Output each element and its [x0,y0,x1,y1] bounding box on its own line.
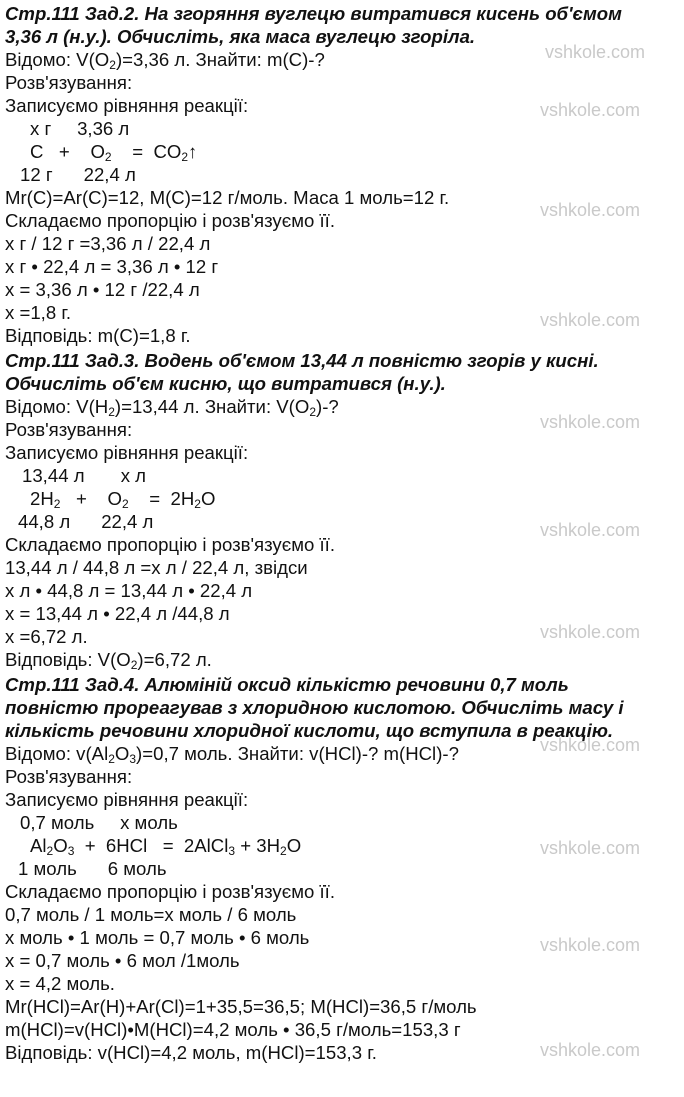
solution-line: х =1,8 г. [5,302,72,323]
watermark-text: vshkole.com [540,735,641,755]
equation-bottom-values: 1 моль 6 моль [18,858,167,879]
watermark-text: vshkole.com [540,1040,641,1060]
solution-label: Розв'язування: [5,72,133,93]
task-heading-line: кількість речовини хлоридної кислоти, що вступила в реакцію. [5,720,614,741]
task-heading-line: 3,36 л (н.у.). Обчисліть, яка маса вуглецю згоріла. [5,26,476,47]
solution-line: Mr(C)=Ar(C)=12, M(C)=12 г/моль. Маса 1 моль=12 г. [5,187,450,208]
given-line: Відомо: $V(H_2)=13,44$ л. Знайти: $V(O_2)-$? [5,396,339,419]
solution-label: Розв'язування: [5,766,133,787]
solution-line: х = 4,2 моль. [5,973,115,994]
equation-bottom-values: 44,8 л 22,4 л [18,511,154,532]
solution-line: х = 0,7 моль • 6 мол /1моль [5,950,240,971]
solution-line: m(HCl)=v(HCl)•M(HCl)=4,2 моль • 36,5 г/моль=153,3 г [5,1019,461,1040]
solution-line: х =6,72 л. [5,626,88,647]
solution-line: х = 3,36 л • 12 г /22,4 л [5,279,200,300]
equation-intro: Записуємо рівняння реакції: [5,95,249,116]
answer-line: Відповідь: v(HCl)=4,2 моль, m(HCl)=153,3 г. [5,1042,377,1063]
solution-line: 13,44 л / 44,8 л =х л / 22,4 л, звідси [5,557,308,578]
equation-intro: Записуємо рівняння реакції: [5,789,249,810]
solution-label: Розв'язування: [5,419,133,440]
watermark-text: vshkole.com [540,622,641,642]
solution-line: х г / 12 г =3,36 л / 22,4 л [5,233,211,254]
solution-line: 0,7 моль / 1 моль=х моль / 6 моль [5,904,297,925]
given-line: Відомо: $V(O_2)=3,36$ л. Знайти: m(C)-? [5,49,325,72]
watermark-text: vshkole.com [540,100,641,120]
watermark-text: vshkole.com [540,310,641,330]
task-heading-line: Обчисліть об'єм кисню, що витратився (н.у.). [5,373,446,394]
task-heading-line: Стр.111 Зад.3. Водень об'ємом 13,44 л повністю згорів у кисні. [5,350,599,371]
solution-line: х = 13,44 л • 22,4 л /44,8 л [5,603,230,624]
given-line: Відомо: $v(Al_2O_3)=0,7$ моль. Знайти: v(HCl)-? m(HCl)-? [5,743,459,766]
reaction-equation: C + $O_2$ = $CO_2↑$ [30,141,198,164]
watermark-text: vshkole.com [540,838,641,858]
equation-bottom-values: 12 г 22,4 л [20,164,136,185]
task-heading-line: Стр.111 Зад.2. На згоряння вуглецю витратився кисень об'ємом [5,3,622,24]
task-heading-line: Стр.111 Зад.4. Алюміній оксид кількістю речовини 0,7 моль [5,674,569,695]
equation-top-values: х г 3,36 л [30,118,130,139]
answer-line: Відповідь: $V(O_2)=6,72$ л. [5,649,212,672]
task-heading-line: повністю прореагував з хлоридною кислотою. Обчисліть масу і [5,697,624,718]
equation-top-values: 0,7 моль х моль [20,812,178,833]
watermark-text: vshkole.com [540,520,641,540]
equation-intro: Записуємо рівняння реакції: [5,442,249,463]
watermark-text: vshkole.com [540,412,641,432]
solution-line: Складаємо пропорцію і розв'язуємо її. [5,881,336,902]
solution-line: Складаємо пропорцію і розв'язуємо її. [5,534,336,555]
answer-line: Відповідь: m(C)=1,8 г. [5,325,191,346]
solution-line: х г • 22,4 л = 3,36 л • 12 г [5,256,219,277]
watermark-text: vshkole.com [540,935,641,955]
watermark-text: vshkole.com [545,42,646,62]
solution-line: Складаємо пропорцію і розв'язуємо її. [5,210,336,231]
reaction-equation: $2H_2$ + $O_2$ = $2H_2O$ [30,488,216,511]
watermark-text: vshkole.com [540,200,641,220]
solution-line: Mr(HCl)=Ar(H)+Ar(Cl)=1+35,5=36,5; M(HCl)=36,5 г/моль [5,996,477,1017]
equation-top-values: 13,44 л х л [22,465,147,486]
reaction-equation: $Al_2O_3 + 6HCl$ = 2AlCl$_3$ + $3H_2O$ [30,835,302,858]
solution-line: х моль • 1 моль = 0,7 моль • 6 моль [5,927,310,948]
solution-line: х л • 44,8 л = 13,44 л • 22,4 л [5,580,253,601]
